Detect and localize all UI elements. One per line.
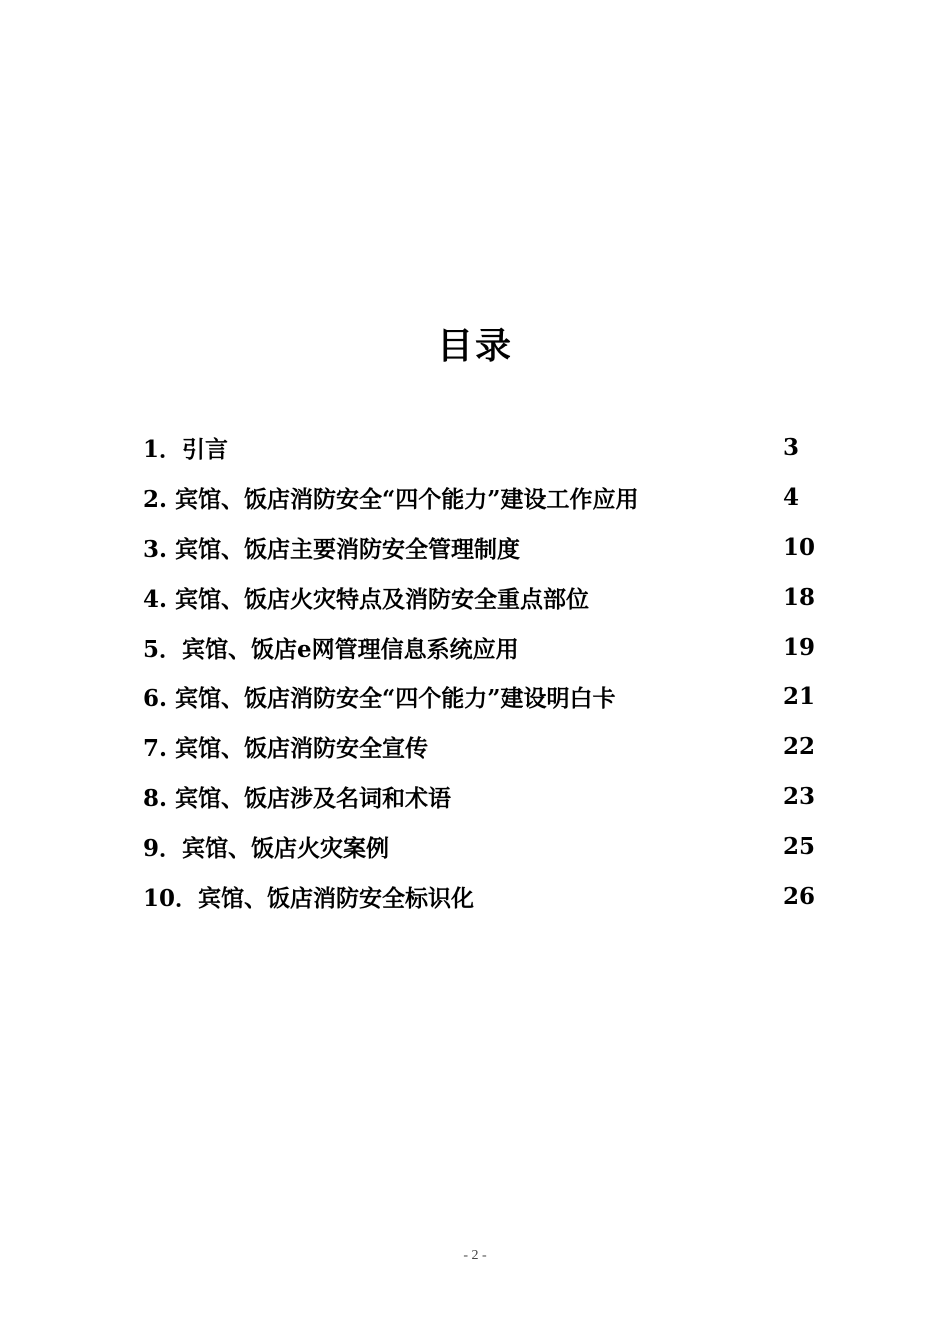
toc-title: 目录	[436, 326, 513, 367]
toc-entry-10	[143, 871, 823, 921]
toc-entry-2	[143, 473, 823, 523]
toc-entry-text: 8. 宾馆、饭店涉及名词和术语	[143, 784, 452, 812]
toc-entry-text: 10．宾馆、饭店消防安全标识化	[143, 884, 475, 912]
toc-entry-9	[143, 821, 823, 871]
toc-entry-page: 4	[783, 484, 800, 512]
toc-entry-page: 26	[783, 882, 816, 910]
toc-entry-page: 3	[783, 434, 800, 462]
toc-entry-page: 22	[783, 733, 816, 761]
toc-entry-text: 2. 宾馆、饭店消防安全“四个能力”建设工作应用	[143, 486, 639, 514]
toc-entry-1	[143, 423, 823, 473]
toc-entry-text: 1．引言	[143, 436, 229, 464]
toc-entry-text: 3. 宾馆、饭店主要消防安全管理制度	[143, 535, 521, 563]
toc-entry-page: 21	[783, 683, 816, 711]
toc-entry-text: 9．宾馆、饭店火灾案例	[143, 834, 390, 862]
toc-entry-page: 10	[783, 533, 816, 561]
toc-entry-3	[143, 523, 823, 573]
toc-entry-page: 25	[783, 832, 816, 860]
toc-entry-text: 6. 宾馆、饭店消防安全“四个能力”建设明白卡	[143, 685, 616, 713]
toc-entry-page: 19	[783, 633, 816, 661]
toc-entry-text: 7. 宾馆、饭店消防安全宣传	[143, 735, 429, 763]
toc-entry-page: 18	[783, 583, 816, 611]
toc-entry-7	[143, 722, 823, 772]
toc-entry-text: 4. 宾馆、饭店火灾特点及消防安全重点部位	[143, 585, 590, 613]
toc-entry-4	[143, 572, 823, 622]
toc-entry-text: 5．宾馆、饭店e网管理信息系统应用	[143, 635, 519, 663]
toc-entry-8	[143, 772, 823, 822]
toc-entry-page: 23	[783, 782, 816, 810]
toc-list	[143, 423, 823, 921]
toc-entry-5	[143, 622, 823, 672]
page-number-footer: - 2 -	[463, 1248, 487, 1263]
toc-entry-6	[143, 672, 823, 722]
